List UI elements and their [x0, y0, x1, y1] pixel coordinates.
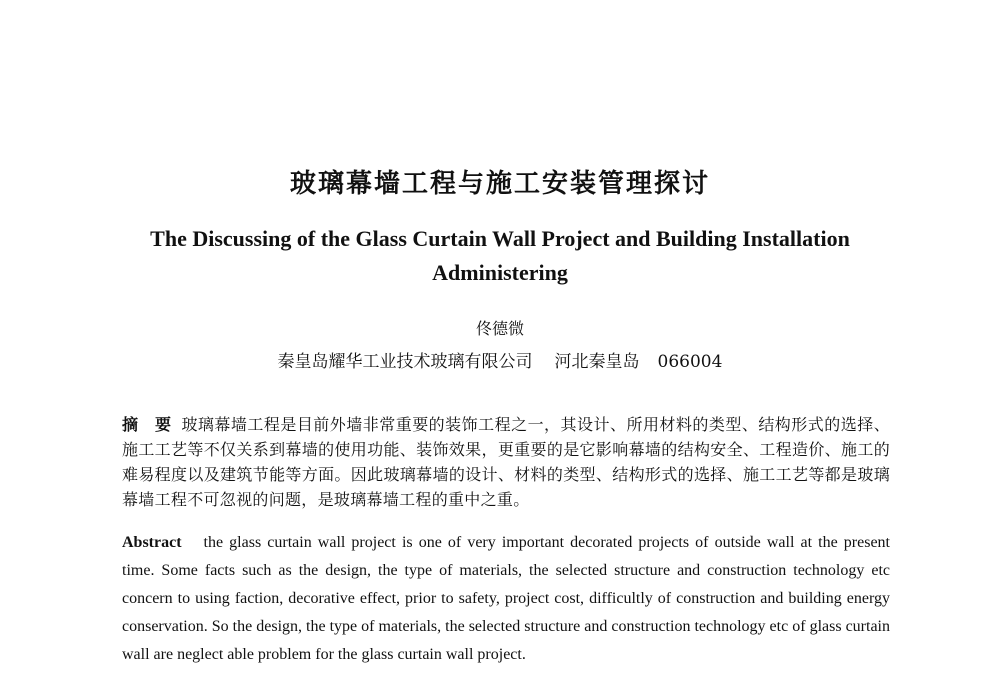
affiliation-company: 秦皇岛耀华工业技术玻璃有限公司	[277, 352, 533, 372]
english-abstract-text: the glass curtain wall project is one of very important decorated projects of outside wall at the present time. Some facts such as the design, the type of materials, the selected structure and construction technology etc concern to using faction, decorative effect, prior to safety, project cost, difficultly of construction and building energy conservation. So the design, the type of materials, the selected structure and construction technology etc of glass curtain wall are neglect able problem for the glass curtain wall project.	[122, 534, 890, 663]
english-title: The Discussing of the Glass Curtain Wall Project and Building Installation Administering	[150, 226, 850, 285]
chinese-abstract-text: 玻璃幕墙工程是目前外墙非常重要的装饰工程之一，其设计、所用材料的类型、结构形式的选择、施工工艺等不仅关系到幕墙的使用功能、装饰效果，更重要的是它影响幕墙的结构安全、工程造价、施工的难易程度以及建筑节能等方面。因此玻璃幕墙的设计、材料的类型、结构形式的选择、施工工艺等都是玻璃幕墙工程不可忽视的问题，是玻璃幕墙工程的重中之重。	[122, 415, 890, 509]
chinese-abstract-label: 摘 要	[122, 415, 172, 434]
affiliation-location: 河北秦皇岛	[554, 352, 640, 372]
author-name: 佟德微	[475, 319, 524, 338]
chinese-abstract	[122, 412, 890, 512]
english-abstract-label: Abstract	[122, 534, 182, 551]
chinese-title: 玻璃幕墙工程与施工安装管理探讨	[289, 169, 710, 199]
english-abstract	[122, 529, 890, 669]
affiliation-postcode: 066004	[657, 352, 723, 372]
author-affiliation	[0, 347, 1000, 372]
